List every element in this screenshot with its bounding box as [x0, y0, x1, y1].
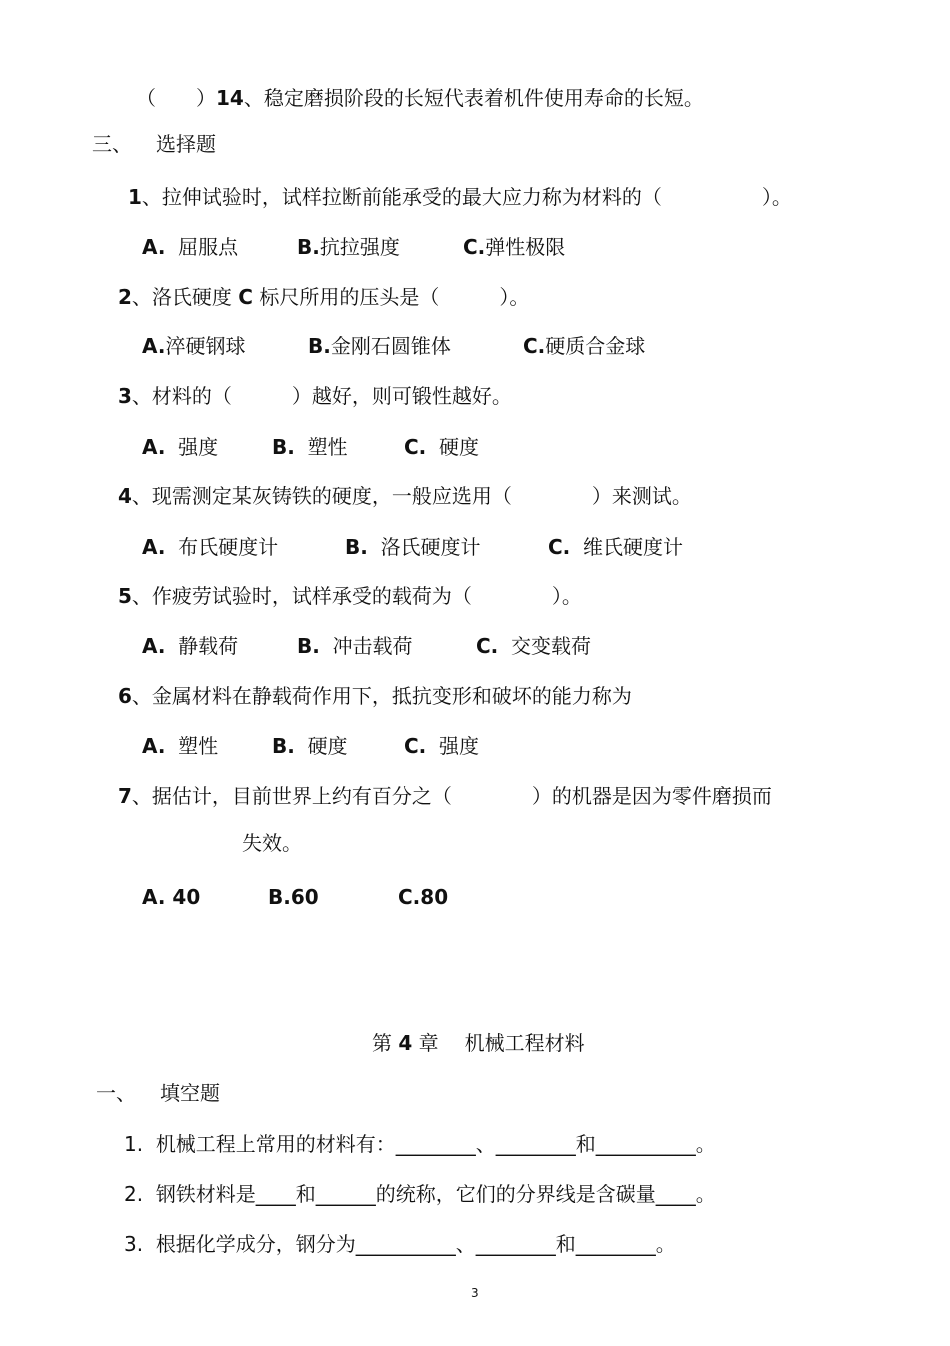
option-key: A.: [142, 334, 166, 358]
option-c: [463, 233, 565, 261]
item-text: 机械工程上常用的材料有：________、________和__________。: [155, 1132, 716, 1156]
option-text: 80: [420, 885, 449, 909]
option-key: C.: [548, 535, 571, 559]
option-text: 屈服点: [178, 235, 239, 259]
question-number: 4: [118, 484, 132, 508]
option-text: 硬质合金球: [545, 334, 646, 358]
question-number: 1: [128, 185, 142, 209]
item-text: 根据化学成分，钢分为__________、________和________。: [155, 1232, 676, 1256]
option-key: C.: [398, 885, 421, 909]
option-text: 硬度: [439, 435, 479, 459]
question-6: [118, 682, 632, 710]
option-text: 硬度: [307, 734, 348, 758]
option-key: B.: [345, 535, 368, 559]
question-text: 、现需测定某灰铸铁的硬度，一般应选用（ ）来测试。: [131, 484, 692, 508]
option-text: 弹性极限: [485, 235, 566, 259]
page-number: 3: [471, 1286, 479, 1300]
option-key: C.: [463, 235, 486, 259]
option-b: [297, 632, 413, 660]
option-text: 维氏硬度计: [583, 535, 683, 559]
answer-paren: （ ）: [136, 86, 216, 110]
option-key: A.: [142, 885, 166, 909]
option-key: B.: [297, 634, 320, 658]
question-5: [118, 582, 582, 610]
option-key: B.: [272, 734, 295, 758]
option-b: [272, 433, 348, 461]
chapter-prefix: 第: [372, 1031, 392, 1055]
option-key: A.: [142, 435, 166, 459]
fill-item-2: [124, 1180, 716, 1208]
item-number: 3.: [124, 1232, 144, 1256]
question-number: 3: [118, 384, 132, 408]
option-a: [142, 233, 238, 261]
option-c: [548, 533, 683, 561]
question-text: 、金属材料在静载荷作用下，抵抗变形和破坏的能力称为: [131, 684, 632, 708]
option-key: B.: [268, 885, 291, 909]
option-text: 冲击载荷: [332, 634, 413, 658]
option-c: [404, 732, 479, 760]
question-number: 6: [118, 684, 132, 708]
option-text: 布氏硬度计: [178, 535, 279, 559]
option-a: [142, 732, 218, 760]
option-key: B.: [272, 435, 295, 459]
option-text: 淬硬钢球: [165, 334, 246, 358]
option-key: A.: [142, 535, 166, 559]
option-b: [308, 332, 451, 360]
option-a: [142, 332, 245, 360]
option-text: 强度: [439, 734, 479, 758]
question-text-2: 标尺所用的压头是（ ）。: [252, 285, 530, 309]
item-number: 2.: [124, 1182, 144, 1206]
option-c: [523, 332, 645, 360]
option-key: A.: [142, 734, 166, 758]
option-key: C.: [404, 734, 427, 758]
option-text: 塑性: [307, 435, 348, 459]
question-text: 、拉伸试验时，试样拉断前能承受的最大应力称为材料的（ ）。: [141, 185, 792, 209]
chapter-heading: [372, 1029, 585, 1057]
scale-letter: C: [238, 285, 253, 309]
option-a: [142, 883, 200, 911]
item-number: 1.: [124, 1132, 144, 1156]
option-text: 塑性: [178, 734, 219, 758]
question-text: 、作疲劳试验时，试样承受的载荷为（ ）。: [131, 584, 582, 608]
option-key: C.: [523, 334, 546, 358]
option-key: B.: [308, 334, 331, 358]
question-7-continuation: 失效。: [242, 831, 302, 855]
question-text: 、洛氏硬度: [131, 285, 239, 309]
question-number: 5: [118, 584, 132, 608]
option-key: A.: [142, 634, 166, 658]
option-b: [297, 233, 400, 261]
question-1: [128, 183, 792, 211]
chapter-title: 机械工程材料: [464, 1031, 585, 1055]
option-c: [476, 632, 591, 660]
question-number: 7: [118, 784, 132, 808]
section-heading-fill: [96, 1079, 220, 1107]
question-2: [118, 283, 529, 311]
section-title: 选择题: [156, 132, 216, 156]
question-number: 2: [118, 285, 132, 309]
chapter-suffix: 章: [418, 1031, 439, 1055]
section-heading-choice: [92, 130, 216, 158]
option-a: [142, 632, 238, 660]
option-text: 60: [290, 885, 319, 909]
item-number: 14: [216, 86, 244, 110]
question-3: [118, 382, 512, 410]
question-text: 、材料的（ ）越好，则可锻性越好。: [131, 384, 512, 408]
tf-item-14: [136, 84, 704, 112]
option-b: [268, 883, 319, 911]
option-text: 抗拉强度: [319, 235, 400, 259]
question-7: [118, 782, 772, 810]
option-b: [272, 732, 348, 760]
section-number: 三、: [92, 132, 132, 156]
option-c: [398, 883, 448, 911]
option-key: C.: [476, 634, 499, 658]
option-text: 洛氏硬度计: [380, 535, 481, 559]
item-text: 钢铁材料是____和______的统称，它们的分界线是含碳量____。: [155, 1182, 716, 1206]
fill-item-3: [124, 1230, 676, 1258]
option-c: [404, 433, 479, 461]
option-a: [142, 533, 278, 561]
question-text: 、据估计，目前世界上约有百分之（ ）的机器是因为零件磨损而: [131, 784, 772, 808]
chapter-number: 4: [398, 1031, 413, 1055]
fill-item-1: [124, 1130, 716, 1158]
option-text: 金刚石圆锥体: [330, 334, 451, 358]
option-key: C.: [404, 435, 427, 459]
option-a: [142, 433, 218, 461]
option-key: A.: [142, 235, 166, 259]
option-key: B.: [297, 235, 320, 259]
option-text: 静载荷: [178, 634, 239, 658]
question-4: [118, 482, 692, 510]
option-b: [345, 533, 481, 561]
option-text: 强度: [178, 435, 219, 459]
option-text: 交变载荷: [511, 634, 591, 658]
option-text: 40: [172, 885, 201, 909]
section-title: 填空题: [160, 1081, 220, 1105]
section-number: 一、: [96, 1081, 136, 1105]
item-text: 、稳定磨损阶段的长短代表着机件使用寿命的长短。: [243, 86, 704, 110]
